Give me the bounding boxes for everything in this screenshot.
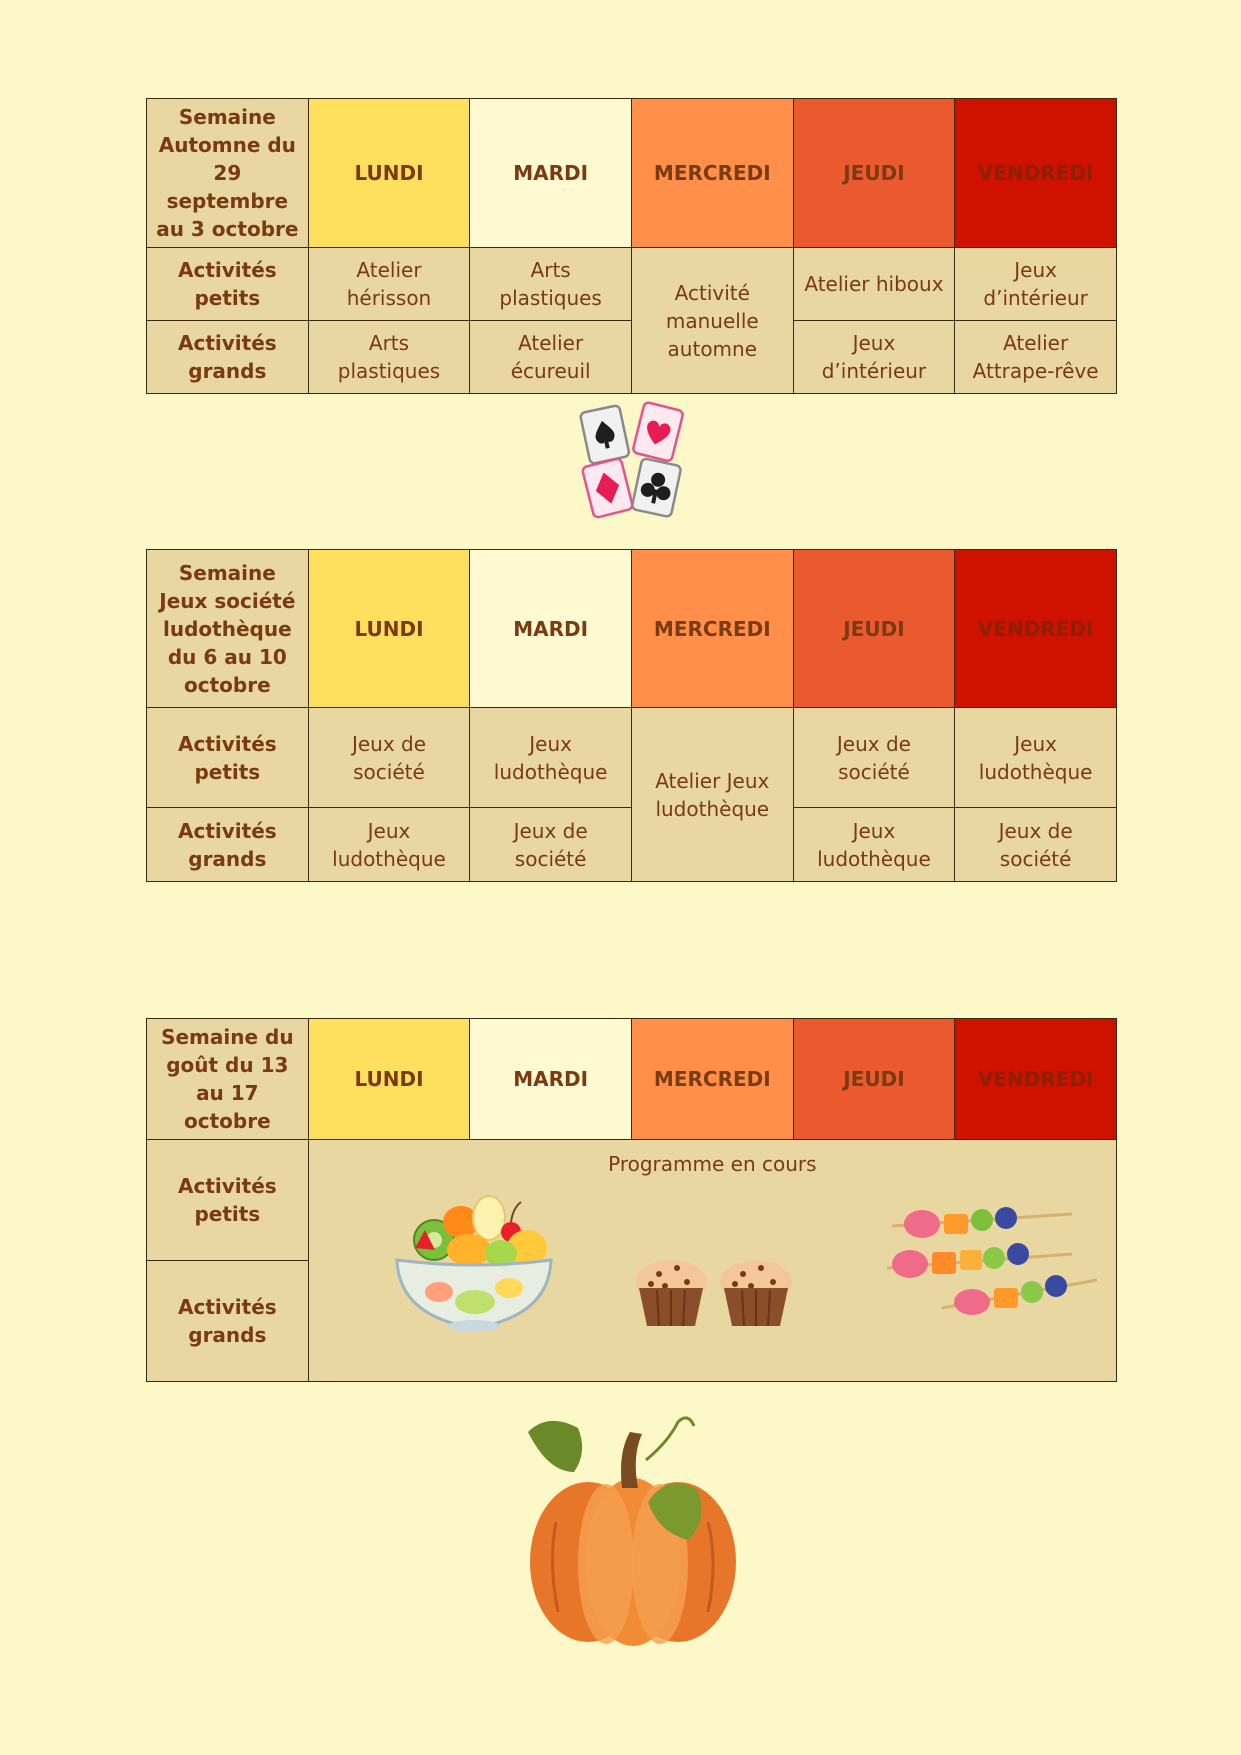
day-lundi: LUNDI bbox=[308, 550, 470, 708]
week2-grands-mardi: Jeux de société bbox=[470, 808, 632, 882]
week2-petits-vendredi: Jeux ludothèque bbox=[955, 708, 1117, 808]
fruit-skewers-icon bbox=[882, 1196, 1102, 1326]
week1-petits-vendredi: Jeux d’intérieur bbox=[955, 248, 1117, 321]
day-lundi: LUNDI bbox=[308, 1019, 470, 1140]
week1-grands-lundi: Arts plastiques bbox=[308, 321, 470, 394]
pumpkin-icon bbox=[518, 1412, 748, 1657]
week2-grands-vendredi: Jeux de société bbox=[955, 808, 1117, 882]
week2-grands-lundi: Jeux ludothèque bbox=[308, 808, 470, 882]
row-label-grands: Activités grands bbox=[147, 808, 309, 882]
row-label-grands: Activités grands bbox=[147, 1261, 309, 1382]
row-label-petits: Activités petits bbox=[147, 1140, 309, 1261]
day-vendredi: VENDREDI bbox=[955, 1019, 1117, 1140]
day-mardi: MARDI bbox=[470, 550, 632, 708]
muffins-icon bbox=[631, 1250, 796, 1330]
week1-grands-jeudi: Jeux d’intérieur bbox=[793, 321, 955, 394]
week3-title: Semaine du goût du 13 au 17 octobre bbox=[147, 1019, 309, 1140]
week2-schedule bbox=[146, 549, 1117, 882]
week2-mercredi: Atelier Jeux ludothèque bbox=[631, 708, 793, 882]
day-jeudi: JEUDI bbox=[793, 1019, 955, 1140]
week1-petits-jeudi: Atelier hiboux bbox=[793, 248, 955, 321]
playing-cards-icon bbox=[578, 400, 688, 525]
day-vendredi: VENDREDI bbox=[955, 99, 1117, 248]
week1-schedule bbox=[146, 98, 1117, 394]
week1-grands-mardi: Atelier écureuil bbox=[470, 321, 632, 394]
day-vendredi: VENDREDI bbox=[955, 550, 1117, 708]
week2-petits-lundi: Jeux de société bbox=[308, 708, 470, 808]
day-mercredi: MERCREDI bbox=[631, 1019, 793, 1140]
day-jeudi: JEUDI bbox=[793, 550, 955, 708]
row-label-grands: Activités grands bbox=[147, 321, 309, 394]
week1-mercredi: Activité manuelle automne bbox=[631, 248, 793, 394]
day-mercredi: MERCREDI bbox=[631, 550, 793, 708]
day-mercredi: MERCREDI bbox=[631, 99, 793, 248]
program-status: Programme en cours bbox=[608, 1152, 817, 1176]
week3-program bbox=[308, 1140, 1116, 1382]
week2-grands-jeudi: Jeux ludothèque bbox=[793, 808, 955, 882]
week1-petits-lundi: Atelier hérisson bbox=[308, 248, 470, 321]
day-lundi: LUNDI bbox=[308, 99, 470, 248]
row-label-petits: Activités petits bbox=[147, 248, 309, 321]
week1-petits-mardi: Arts plastiques bbox=[470, 248, 632, 321]
week2-title: Semaine Jeux société ludothèque du 6 au 10 octobre bbox=[147, 550, 309, 708]
day-jeudi: JEUDI bbox=[793, 99, 955, 248]
week1-grands-vendredi: Atelier Attrape-rêve bbox=[955, 321, 1117, 394]
week2-petits-jeudi: Jeux de société bbox=[793, 708, 955, 808]
day-mardi: MARDI bbox=[470, 1019, 632, 1140]
week2-petits-mardi: Jeux ludothèque bbox=[470, 708, 632, 808]
week1-title: Semaine Automne du 29 septembre au 3 octobre bbox=[147, 99, 309, 248]
week3-schedule bbox=[146, 1018, 1117, 1382]
fruit-salad-icon bbox=[389, 1188, 559, 1338]
row-label-petits: Activités petits bbox=[147, 708, 309, 808]
day-mardi: MARDI bbox=[470, 99, 632, 248]
